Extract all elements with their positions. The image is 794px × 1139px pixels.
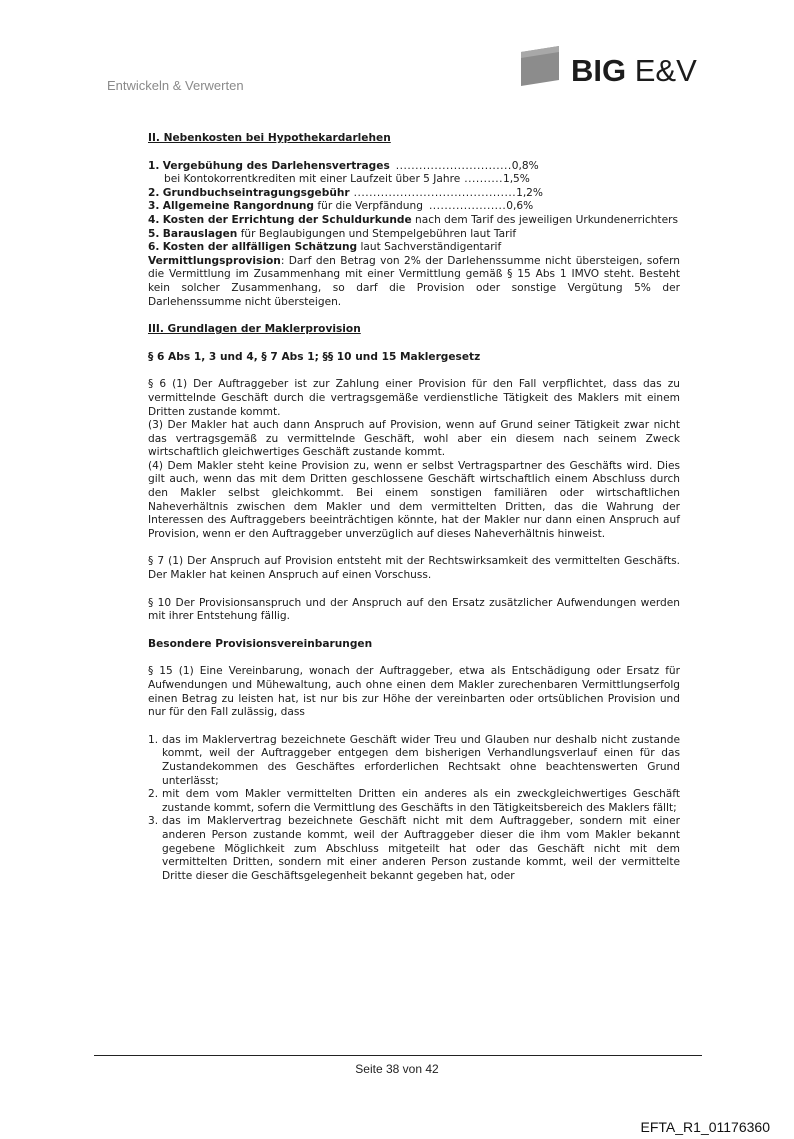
paragraph-15-1: § 15 (1) Eine Vereinbarung, wonach der Auftraggeber, etwa als Entschädigung oder Ersatz für Aufwendungen und Mühewaltung, auch ohne einen dem Makler zurechenbaren Vermittlungserfolg einen Betrag zu leisten hat, ist nur bis zur Höhe der vereinbarten oder ortsüblichen Provision und nur für den Fall zulässig, dass <box>148 665 680 719</box>
fee-item: 6. Kosten der allfälligen Schätzung laut Sachverständigentarif <box>148 241 502 254</box>
fee-item: 5. Barauslagen für Beglaubigungen und Stempelgebühren laut Tarif <box>148 227 517 240</box>
fee-item: 3. Allgemeine Rangordnung für die Verpfändung .................... 0,6% <box>148 200 534 213</box>
list-item: 3. das im Maklervertrag bezeichnete Geschäft nicht mit dem Auftraggeber, sondern mit einer anderen Person zustande kommt, weil der Auftraggeber dieser die ihm vom Makler bekannt gegebene Möglichkeit zum Abschluss mitgeteilt hat oder das Geschäft nicht mit dem vermittelten Dritten, sondern mit einer anderen Person zustande kommt, weil der vermittelte Dritte dieser die Geschäftsgelegenheit bekannt gegeben hat, oder <box>148 815 680 882</box>
page-number: Seite 38 von 42 <box>355 1062 439 1076</box>
paragraph-6-1: § 6 (1) Der Auftraggeber ist zur Zahlung einer Provision für den Fall verpflichtet, dass das zu vermittelnde Geschäft durch die vertragsgemäße verdienstliche Tätigkeit des Maklers mit einem Dritten zustande kommt. <box>148 378 680 418</box>
document-id: EFTA_R1_01176360 <box>640 1119 770 1135</box>
special-provision-heading: Besondere Provisionsvereinbarungen <box>148 637 373 650</box>
logo-mark-icon <box>519 46 563 88</box>
condition-list <box>148 734 680 884</box>
company-logo <box>519 46 709 94</box>
paragraph-7: § 7 (1) Der Anspruch auf Provision entsteht mit der Rechtswirksamkeit des vermittelten Geschäfts. Der Makler hat keinen Anspruch auf einen Vorschuss. <box>148 555 680 582</box>
law-reference-heading: § 6 Abs 1, 3 und 4, § 7 Abs 1; §§ 10 und 15 Maklergesetz <box>148 350 481 363</box>
section-title-maklerprovision: III. Grundlagen der Maklerprovision <box>148 323 361 336</box>
fee-item: 2. Grundbuchseintragungsgebühr .......................................... 1,2% <box>148 186 543 199</box>
paragraph-6-3: (3) Der Makler hat auch dann Anspruch auf Provision, wenn auf Grund seiner Tätigkeit zwar nicht das vertragsgemäß zu vermittelnde Geschäft, wohl aber ein diesem nach seinem Zweck wirtschaftlich gleichwertiges Geschäft zustande kommt. <box>148 419 680 459</box>
list-item: 2. mit dem vom Makler vermittelten Dritten ein anderes als ein zweckgleichwertiges Geschäft zustande kommt, sofern die Vermittlung des Geschäfts in den Tätigkeitsbereich des Maklers fällt; <box>148 788 680 814</box>
paragraph-10: § 10 Der Provisionsanspruch und der Anspruch auf den Ersatz zusätzlicher Aufwendungen werden mit ihrer Entstehung fällig. <box>148 596 680 623</box>
paragraph-6-4: (4) Dem Makler steht keine Provision zu, wenn er selbst Vertragspartner des Geschäfts wird. Dies gilt auch, wenn das mit dem Dritten geschlossene Geschäft wirtschaftlich einem Abschluss durch den Makler selbst gleichkommt. Bei einem sonstigen familiären oder wirtschaftlichen Naheverhältnis zwischen dem Makler und dem vermittelten Dritten, das die Wahrung der Interessen des Auftraggebers beeinträchtigen könnte, hat der Makler nur dann einen Anspruch auf Provision, wenn er den Auftraggeber unverzüglich auf dieses Naheverhältnis hinweist. <box>148 459 680 540</box>
section-title-nebenkosten: II. Nebenkosten bei Hypothekardarlehen <box>148 132 391 144</box>
page-content <box>148 132 680 883</box>
fee-list <box>148 160 680 255</box>
fee-item: bei Kontokorrentkrediten mit einer Laufzeit über 5 Jahre .......... 1,5% <box>164 173 530 186</box>
header-company-tagline: Entwickeln & Verwerten <box>107 78 244 93</box>
footer-divider <box>94 1055 702 1056</box>
provision-note: Vermittlungsprovision: Darf den Betrag von 2% der Darlehenssumme nicht übersteigen, sofern die Vermittlung im Zusammenhang mit einer Vermittlung gemäß § 15 Abs 1 IMVO steht. Besteht kein solcher Zusammenhang, so darf die Provision oder sonstige Vergütung 5% der Darlehenssumme nicht übersteigen. <box>148 254 680 308</box>
list-item: 1. das im Maklervertrag bezeichnete Geschäft wider Treu und Glauben nur deshalb nicht zustande kommt, weil der Auftraggeber entgegen dem bisherigen Verhandlungsverlauf einen für das Zustandekommen des Geschäftes erforderlichen Rechtsakt ohne beachtenswerten Grund unterlässt; <box>148 733 680 787</box>
fee-item: 4. Kosten der Errichtung der Schuldurkunde nach dem Tarif des jeweiligen Urkundenerrichters <box>148 213 678 226</box>
fee-item: 1. Vergebühung des Darlehensvertrages .............................. 0,8% <box>148 159 539 172</box>
logo-text: BIG E&V <box>571 53 697 88</box>
